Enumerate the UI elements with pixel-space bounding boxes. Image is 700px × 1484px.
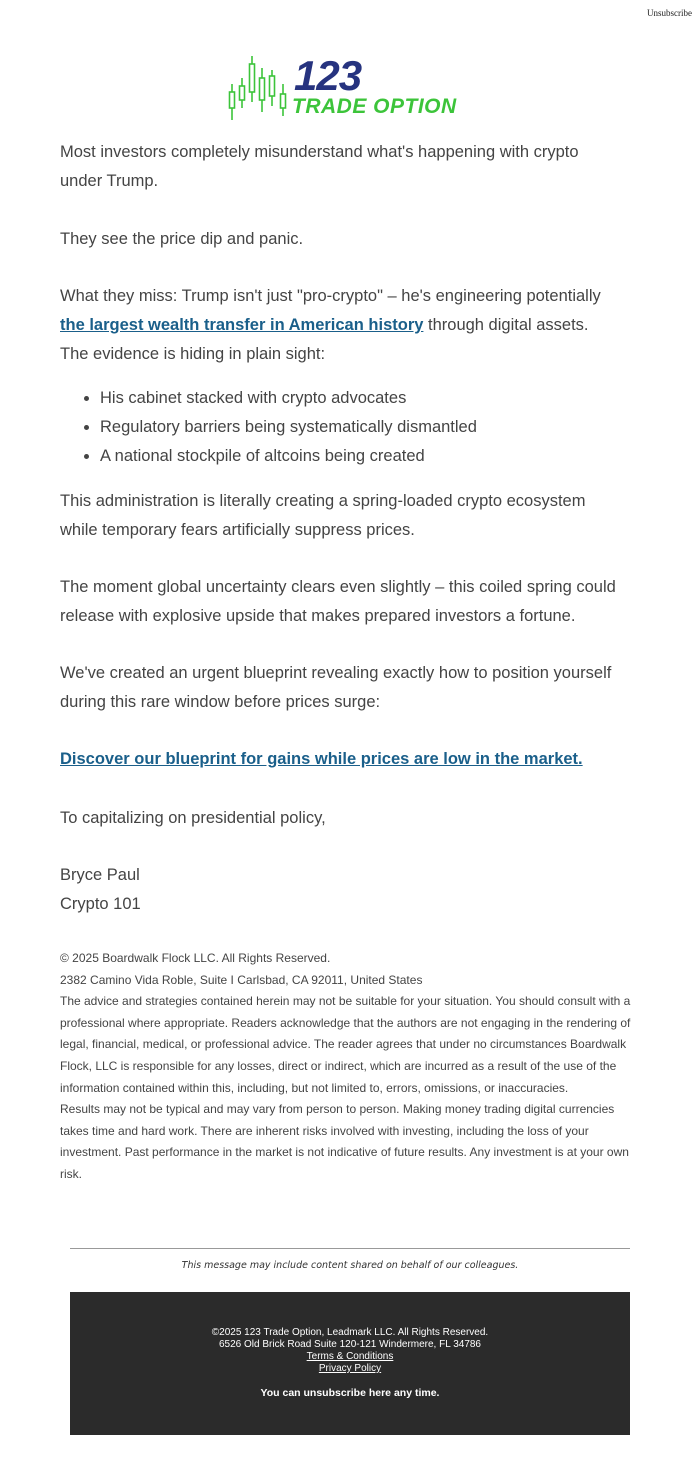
cta-paragraph xyxy=(60,745,620,774)
footer-copyright: ©2025 123 Trade Option, Leadmark LLC. All Rights Reserved. xyxy=(211,1327,489,1338)
colleagues-note: This message may include content shared on behalf of our colleagues. xyxy=(181,1260,519,1271)
logo-tagline: TRADE OPTION xyxy=(292,95,457,118)
legal-disclaimer-1: The advice and strategies contained herein may not be suitable for your situation. You should consult with a professional where appropriate. Readers acknowledge that the authors are not engaging in the rendering of legal, financial, medical, or professional advice. The reader agrees that under no circumstances Boardwalk Flock, LLC is responsible for any losses, direct or indirect, which are incurred as a result of the use of the information contained within this, including, but not limited to, errors, omissions, or inaccuracies. xyxy=(60,994,631,1095)
list-item: • His cabinet stacked with crypto advocates xyxy=(100,384,620,413)
footer-divider xyxy=(70,1248,630,1249)
email-paragraph-4: This administration is literally creating a spring-loaded crypto ecosystem while temporary fears artificially suppress prices. xyxy=(60,492,586,539)
unsubscribe-link[interactable]: Unsubscribe xyxy=(647,8,692,18)
para3-outro: through digital assets. The evidence is hiding in plain sight: xyxy=(60,316,589,363)
privacy-link[interactable]: Privacy Policy xyxy=(318,1363,382,1374)
legal-address: 2382 Camino Vida Roble, Suite I Carlsbad, CA 92011, United States xyxy=(60,972,423,987)
brand-logo xyxy=(226,54,476,122)
footer-box xyxy=(70,1292,630,1435)
candlestick-chart-icon xyxy=(226,54,292,122)
email-paragraph-5: The moment global uncertainty clears even slightly – this coiled spring could release with explosive upside that makes prepared investors a fortune. xyxy=(60,578,616,625)
footer-unsubscribe-text[interactable]: You can unsubscribe here any time. xyxy=(260,1387,440,1399)
email-paragraph-6: We've created an urgent blueprint revealing exactly how to position yourself during this rare window before prices surge: xyxy=(60,664,612,711)
email-paragraph-1: Most investors completely misunderstand what's happening with crypto under Trump. xyxy=(60,143,579,190)
logo-number: 123 xyxy=(294,52,362,99)
terms-link[interactable]: Terms & Conditions xyxy=(306,1351,394,1362)
closing-line: To capitalizing on presidential policy, xyxy=(60,809,326,827)
signature xyxy=(60,861,620,919)
blueprint-cta-link[interactable]: Discover our blueprint for gains while prices are low in the market. xyxy=(60,750,583,768)
legal-copyright: © 2025 Boardwalk Flock LLC. All Rights Reserved. xyxy=(60,951,331,965)
legal-disclaimer-2: Results may not be typical and may vary from person to person. Making money trading digital currencies takes time and hard work. There are inherent risks involved with investing, including the loss of your investment. Past performance in the market is not indicative of future results. Any investment is at your own risk. xyxy=(60,1102,629,1181)
legal-disclaimer xyxy=(60,948,638,1186)
list-item: • A national stockpile of altcoins being created xyxy=(100,442,620,471)
wealth-transfer-link[interactable]: the largest wealth transfer in American history xyxy=(60,316,424,334)
footer-address: 6526 Old Brick Road Suite 120-121 Windermere, FL 34786 xyxy=(219,1339,481,1350)
signature-name: Bryce Paul xyxy=(60,866,140,884)
email-paragraph-3 xyxy=(60,282,620,369)
list-item: • Regulatory barriers being systematically dismantled xyxy=(100,413,620,442)
para3-intro: What they miss: Trump isn't just "pro-crypto" – he's engineering potentially xyxy=(60,287,601,305)
evidence-list xyxy=(60,384,620,471)
signature-org: Crypto 101 xyxy=(60,895,141,913)
email-paragraph-2: They see the price dip and panic. xyxy=(60,230,304,248)
